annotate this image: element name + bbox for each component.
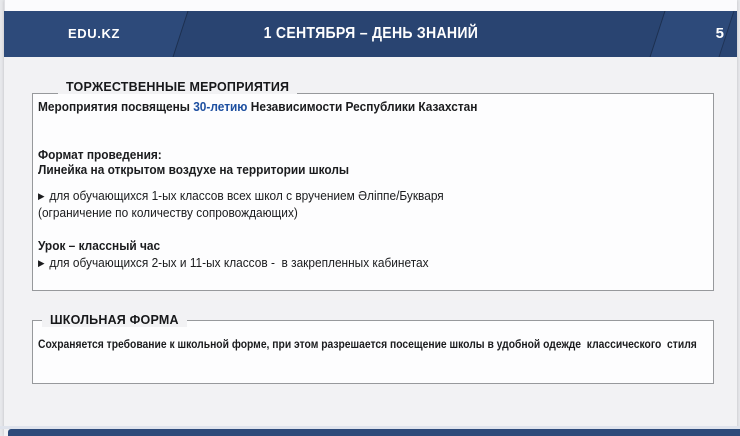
format-value: Линейка на открытом воздухе на территории школы xyxy=(38,163,350,177)
edu-kz-logo: EDU.KZ xyxy=(68,26,120,41)
events-section-legend: ТОРЖЕСТВЕННЫЕ МЕРОПРИЯТИЯ xyxy=(58,80,297,94)
slide-title: 1 СЕНТЯБРЯ – ДЕНЬ ЗНАНИЙ xyxy=(263,25,478,42)
anniversary-30th-highlight: 30-летию xyxy=(193,100,248,114)
bullet-triangle-icon: ▶ xyxy=(38,258,45,268)
bullet-item-first-grades xyxy=(38,189,444,203)
uniform-section-box xyxy=(32,320,714,384)
intro-text-pre: Мероприятия посвящены xyxy=(38,100,194,114)
bullet-item-text: для обучающихся 1-ых классов всех школ с вручением Әліппе/Букваря xyxy=(49,189,444,203)
page-number: 5 xyxy=(715,25,724,42)
slide-top-margin xyxy=(4,0,737,11)
format-label: Формат проведения: xyxy=(38,148,162,162)
slide xyxy=(4,0,737,436)
lesson-label: Урок – классный час xyxy=(38,239,161,253)
bullet-item-other-grades xyxy=(38,256,429,270)
intro-text-post: Независимости Республики Казахстан xyxy=(247,100,478,114)
bullet-item-restriction-note: (ограничение по количеству сопровождающих) xyxy=(38,206,298,220)
bullet-item-text: для обучающихся 2-ых и 11-ых классов - в закрепленных кабинетах xyxy=(49,256,429,270)
events-section-box xyxy=(32,93,714,291)
intro-line xyxy=(38,100,477,114)
uniform-section-legend: ШКОЛЬНАЯ ФОРМА xyxy=(42,313,187,327)
next-slide-edge-bar xyxy=(8,429,740,436)
bullet-triangle-icon: ▶ xyxy=(38,191,45,201)
slide-title-container xyxy=(4,11,737,57)
header-bar xyxy=(4,11,737,57)
uniform-policy-text: Сохраняется требование к школьной форме, при этом разрешается посещение школы в удобной одежде классического стиля xyxy=(38,337,697,351)
